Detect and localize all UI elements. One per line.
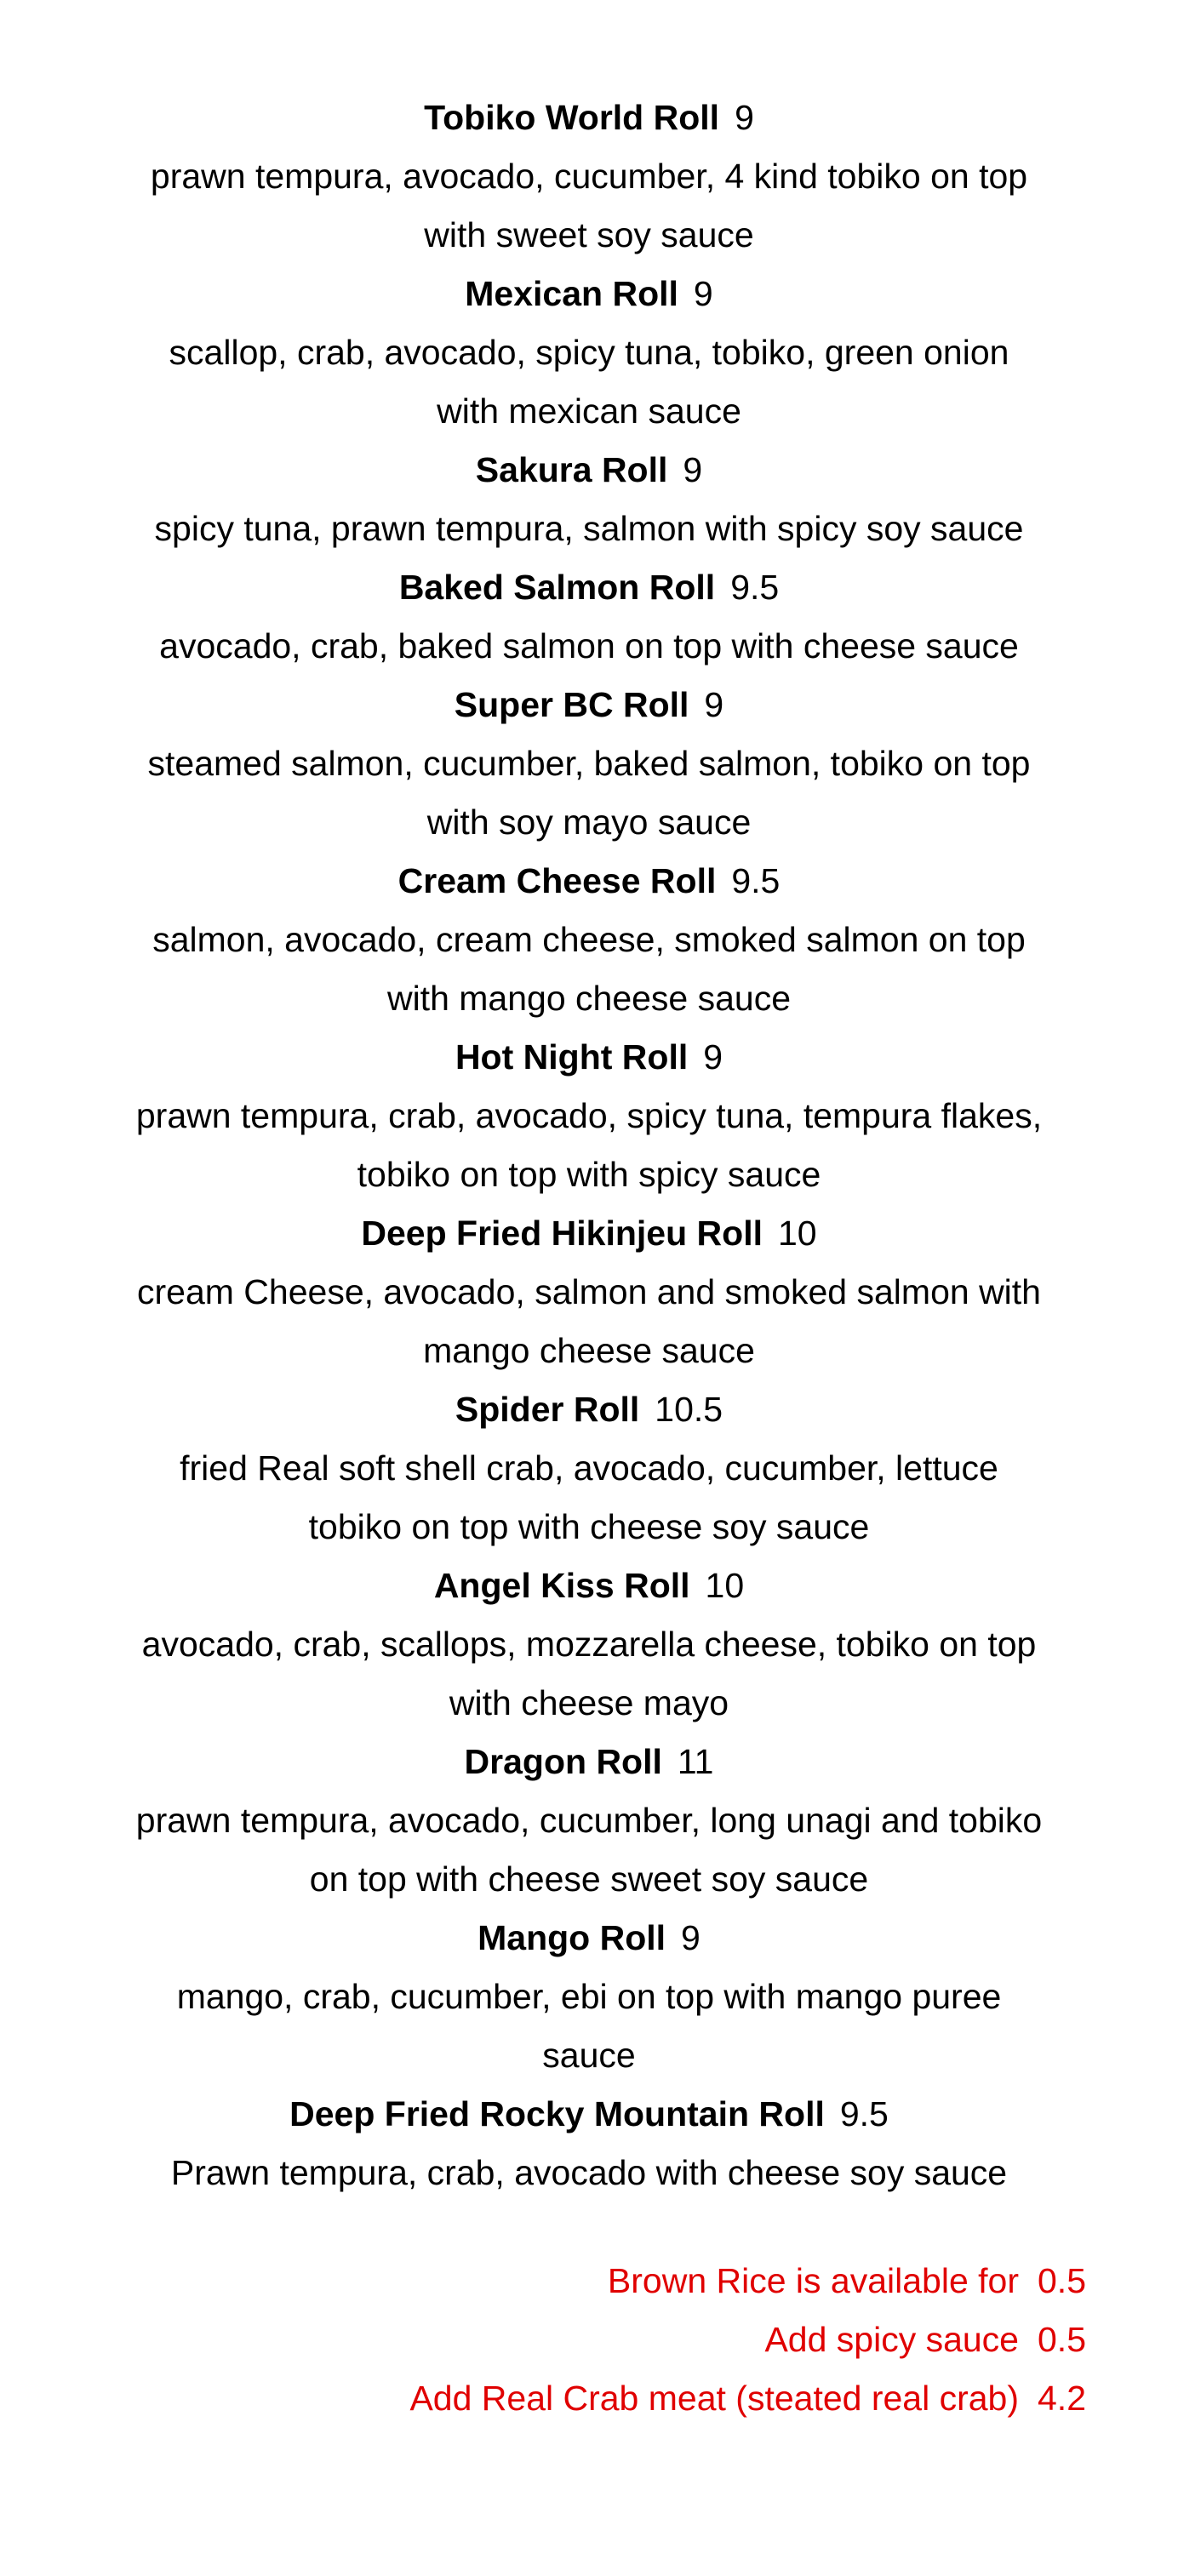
extra-option-label: Add Real Crab meat (steated real crab) — [409, 2379, 1019, 2418]
menu-item-title — [0, 441, 1178, 500]
menu-item-description: steamed salmon, cucumber, baked salmon, tobiko on top — [147, 744, 1031, 783]
menu-item-price: 10 — [705, 1566, 745, 1605]
menu-item — [0, 1733, 1178, 1909]
menu-item-description: mango, crab, cucumber, ebi on top with mango puree — [176, 1977, 1002, 2016]
menu-item-price: 9 — [683, 450, 703, 489]
menu-item-description: prawn tempura, crab, avocado, spicy tuna, tempura flakes, — [135, 1096, 1043, 1135]
menu-item-price: 9.5 — [731, 861, 781, 900]
menu-item — [0, 852, 1178, 1028]
menu-item-description: with mango cheese sauce — [386, 979, 792, 1018]
menu-item-title — [0, 89, 1178, 147]
extra-option-price: 4.2 — [1038, 2379, 1086, 2418]
menu-item-description: spicy tuna, prawn tempura, salmon with spicy soy sauce — [154, 509, 1024, 548]
menu-item-title — [0, 1204, 1178, 1263]
menu-item-name: Deep Fried Rocky Mountain Roll — [289, 2094, 825, 2133]
menu-item-description: salmon, avocado, cream cheese, smoked salmon on top — [152, 920, 1026, 959]
menu-item-name: Mango Roll — [477, 1918, 666, 1957]
menu-item — [0, 1204, 1178, 1380]
extra-option-label: Add spicy sauce — [764, 2320, 1019, 2359]
menu-item — [0, 676, 1178, 852]
menu-item-description: avocado, crab, scallops, mozzarella cheese, tobiko on top — [141, 1625, 1037, 1664]
menu-item-name: Dragon Roll — [464, 1742, 662, 1781]
menu-item-name: Angel Kiss Roll — [433, 1566, 690, 1605]
menu-item-price: 9 — [735, 98, 754, 137]
menu-item-price: 9.5 — [839, 2094, 889, 2133]
extras-list — [409, 2252, 1086, 2428]
menu-item-name: Hot Night Roll — [455, 1037, 689, 1077]
menu-item-title — [0, 1909, 1178, 1968]
menu-item-price: 9 — [703, 1037, 723, 1077]
extra-option — [409, 2252, 1086, 2310]
menu-item-description: prawn tempura, avocado, cucumber, long unagi and tobiko — [135, 1801, 1043, 1840]
menu-item-title — [0, 676, 1178, 734]
menu-item-title — [0, 852, 1178, 911]
menu-item — [0, 89, 1178, 265]
menu-item-description: with cheese mayo — [449, 1683, 729, 1722]
menu-item-description: mango cheese sauce — [423, 1331, 755, 1370]
menu-item-description: with soy mayo sauce — [426, 803, 752, 842]
extra-option-price: 0.5 — [1038, 2261, 1086, 2300]
menu-item — [0, 441, 1178, 558]
menu-item — [0, 1380, 1178, 1556]
menu-item-description: fried Real soft shell crab, avocado, cucumber, lettuce — [180, 1448, 998, 1488]
extra-option — [409, 2310, 1086, 2369]
menu-item-description: with mexican sauce — [437, 391, 741, 431]
menu-item-name: Sakura Roll — [475, 450, 668, 489]
menu-item-title — [0, 1556, 1178, 1615]
menu-item-price: 9 — [693, 274, 713, 313]
menu-item-description: on top with cheese sweet soy sauce — [309, 1859, 869, 1899]
menu-item — [0, 558, 1178, 676]
menu-item-title — [0, 2085, 1178, 2144]
menu-item-name: Cream Cheese Roll — [397, 861, 717, 900]
menu-item-name: Deep Fried Hikinjeu Roll — [361, 1214, 763, 1253]
menu-list — [0, 89, 1178, 2202]
menu-item-title — [0, 1028, 1178, 1087]
menu-item-title — [0, 558, 1178, 617]
menu-item-title — [0, 1733, 1178, 1791]
menu-item — [0, 1028, 1178, 1204]
menu-item-description: tobiko on top with cheese soy sauce — [308, 1507, 870, 1546]
menu-item-price: 11 — [677, 1742, 714, 1781]
menu-item — [0, 265, 1178, 441]
menu-item-title — [0, 1380, 1178, 1439]
extra-option-label: Brown Rice is available for — [607, 2261, 1019, 2300]
menu-item-price: 10.5 — [655, 1390, 723, 1429]
menu-item-name: Baked Salmon Roll — [398, 568, 716, 607]
menu-item-name: Spider Roll — [455, 1390, 640, 1429]
menu-item-name: Tobiko World Roll — [424, 98, 720, 137]
menu-item-price: 9 — [681, 1918, 701, 1957]
menu-item-name: Mexican Roll — [465, 274, 678, 313]
menu-item-description: scallop, crab, avocado, spicy tuna, tobiko, green onion — [169, 333, 1009, 372]
menu-item-price: 9.5 — [730, 568, 780, 607]
extra-option — [409, 2369, 1086, 2428]
menu-item-price: 9 — [704, 685, 724, 724]
menu-item-description: prawn tempura, avocado, cucumber, 4 kind tobiko on top — [150, 157, 1028, 196]
menu-item-name: Super BC Roll — [454, 685, 689, 724]
menu-item-description: cream Cheese, avocado, salmon and smoked salmon with — [137, 1272, 1041, 1311]
menu-item-description: avocado, crab, baked salmon on top with cheese sauce — [159, 626, 1019, 665]
menu-item-description: sauce — [542, 2036, 636, 2075]
menu-item — [0, 1909, 1178, 2085]
menu-item — [0, 1556, 1178, 1733]
extra-option-price: 0.5 — [1038, 2320, 1086, 2359]
menu-item-description: tobiko on top with spicy sauce — [357, 1155, 821, 1194]
menu-item-price: 10 — [777, 1214, 817, 1253]
menu-item-description: Prawn tempura, crab, avocado with cheese soy sauce — [170, 2153, 1008, 2192]
menu-item-description: with sweet soy sauce — [424, 215, 754, 254]
menu-item-title — [0, 265, 1178, 323]
menu-item — [0, 2085, 1178, 2202]
